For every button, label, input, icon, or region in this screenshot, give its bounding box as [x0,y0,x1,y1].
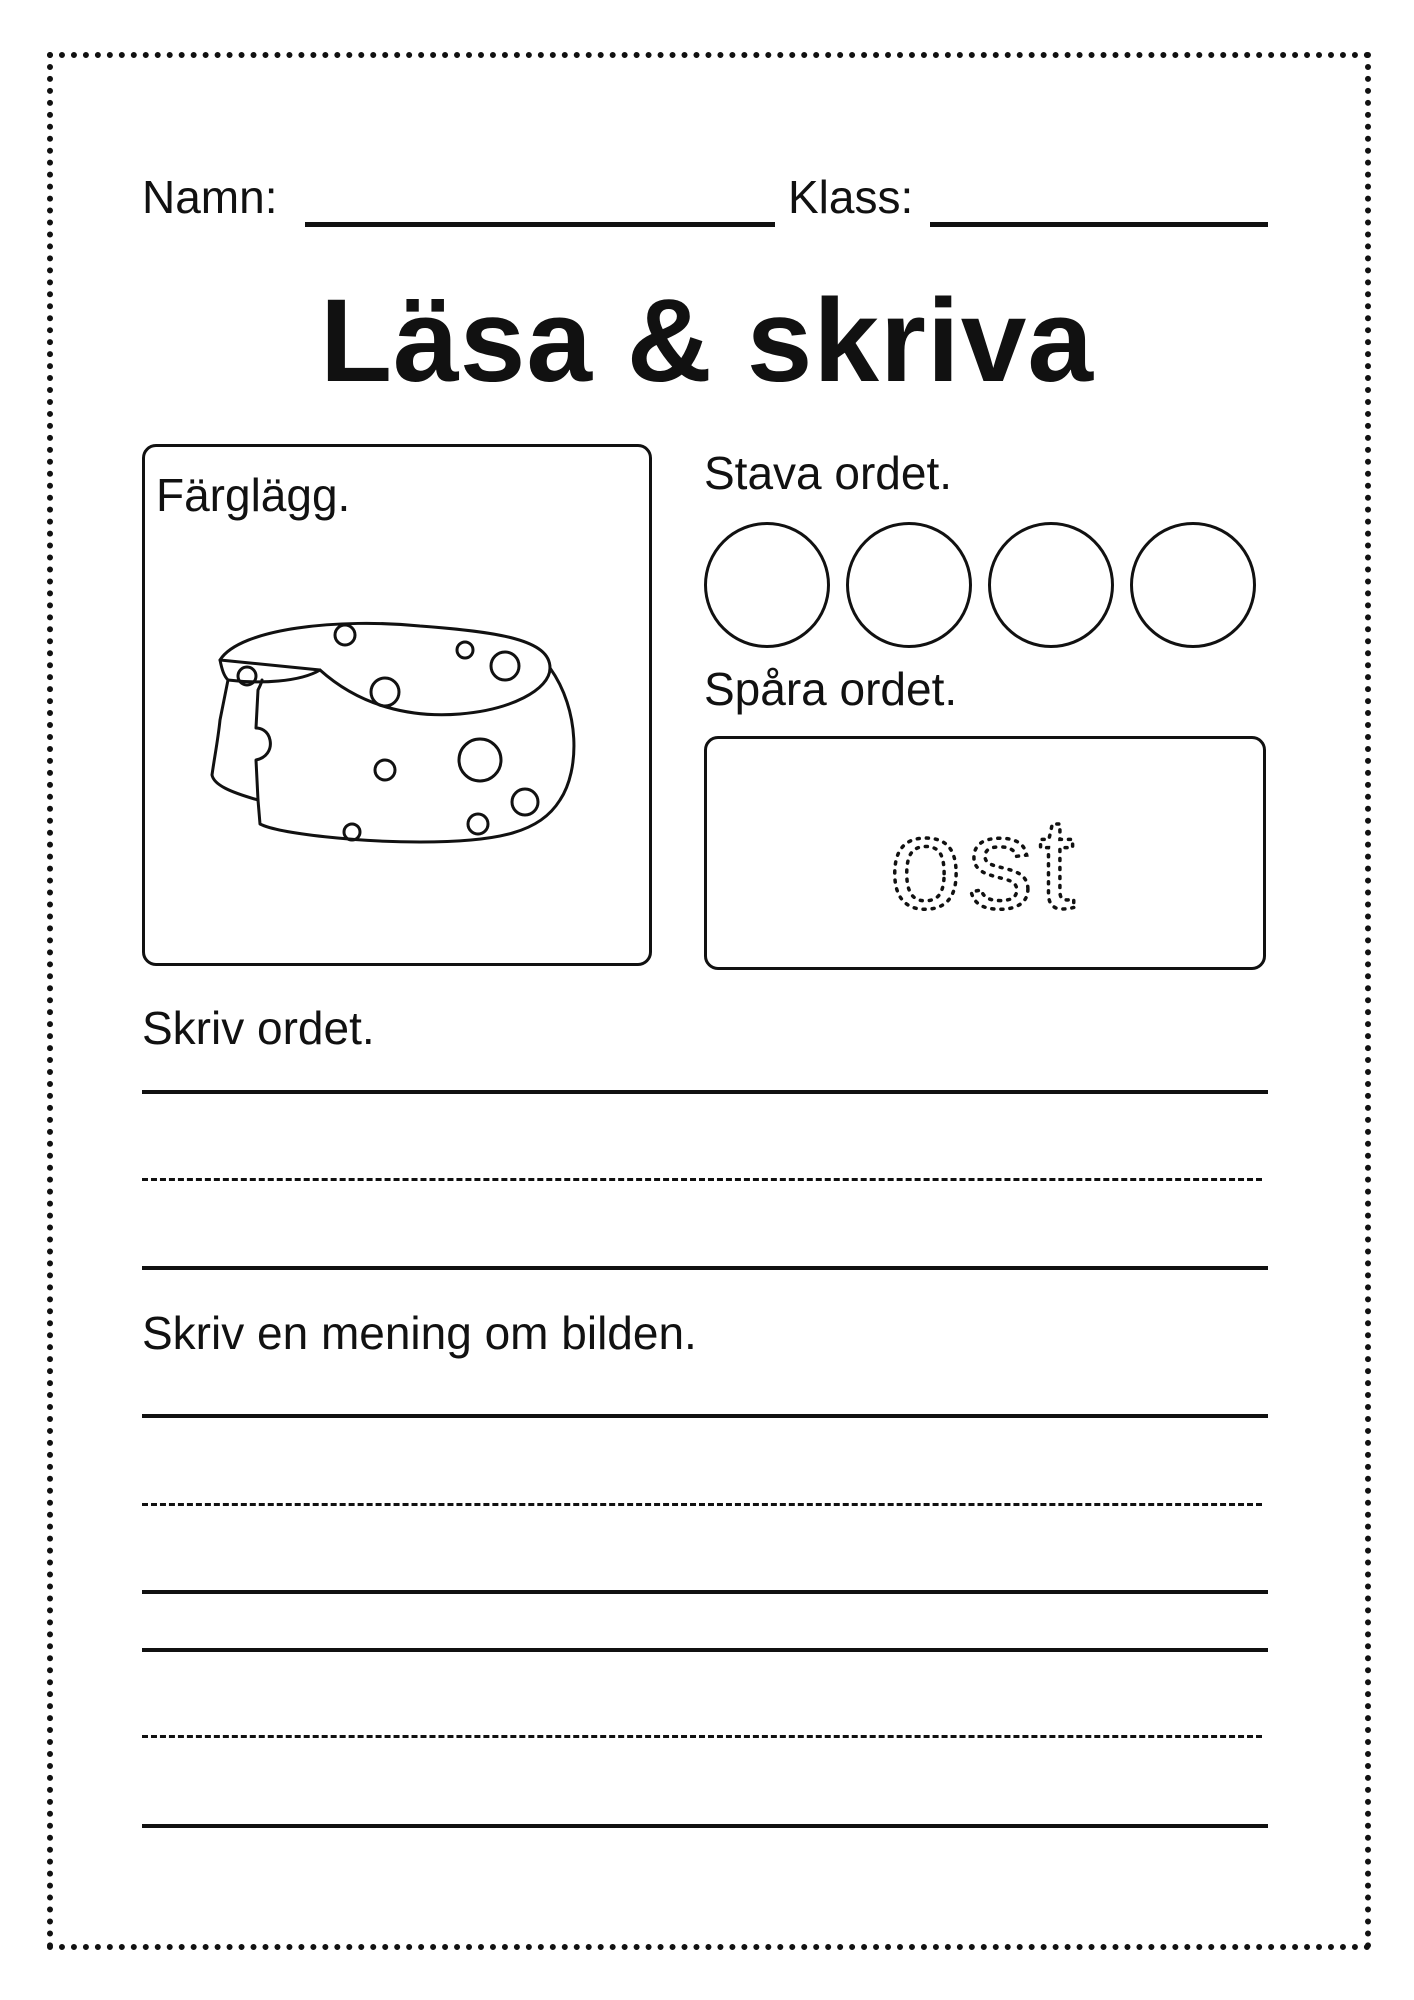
spell-label: Stava ordet. [704,447,953,499]
letter-circle-1[interactable] [704,522,830,648]
class-line[interactable] [930,222,1268,227]
class-label: Klass: [788,171,914,223]
letter-circle-4[interactable] [1130,522,1256,648]
name-line[interactable] [305,222,775,227]
sentence-1-mid-line [142,1503,1262,1506]
cheese-icon [200,610,590,870]
name-label: Namn: [142,171,278,223]
coloring-label: Färglägg. [156,469,351,521]
letter-circle-2[interactable] [846,522,972,648]
sentence-2-mid-line [142,1735,1262,1738]
trace-word [704,736,1266,970]
write-sentence-label: Skriv en mening om bilden. [142,1307,697,1359]
sentence-1-base-line[interactable] [142,1590,1268,1594]
trace-word-text: ost [889,790,1081,936]
page-title: Läsa & skriva [320,275,1094,407]
sentence-2-base-line[interactable] [142,1824,1268,1828]
write-word-mid-line [142,1178,1262,1181]
sentence-2-top-line[interactable] [142,1648,1268,1652]
letter-circle-3[interactable] [988,522,1114,648]
sentence-1-top-line[interactable] [142,1414,1268,1418]
write-word-top-line[interactable] [142,1090,1268,1094]
trace-label: Spåra ordet. [704,663,958,715]
write-word-label: Skriv ordet. [142,1002,375,1054]
write-word-base-line[interactable] [142,1266,1268,1270]
